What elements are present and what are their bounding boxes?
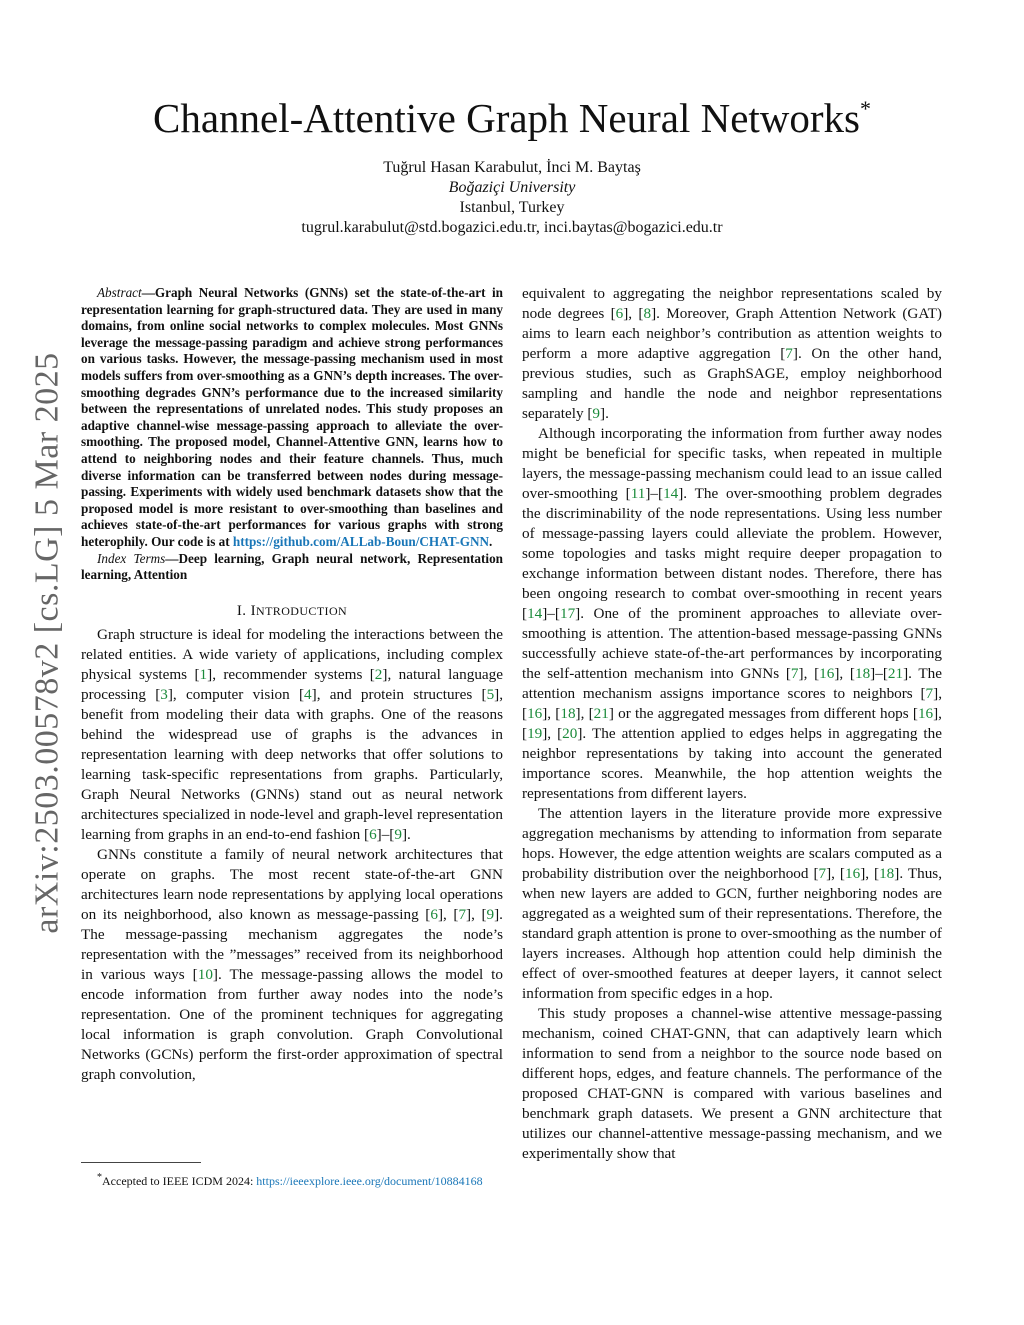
citation-link[interactable]: 6 bbox=[369, 825, 377, 843]
text-run: ]. On the other hand, previous studies, such as GraphSAGE, employ neighborhood sampling and handle the node and neighbor representations separately [ bbox=[522, 345, 942, 422]
citation-link[interactable]: 14 bbox=[663, 485, 679, 502]
citation-link[interactable]: 8 bbox=[643, 305, 652, 322]
citation-link[interactable]: 4 bbox=[304, 685, 312, 703]
text-run: This study proposes a channel-wise attentive message-passing mechanism, coined CHAT-GNN, that can adaptively learn which information to send from a neighbor to the source node based on different hops, edges, and feature channels. The performance of the proposed CHAT-GNN is compared with various baselines and benchmark graph datasets. We present a GNN architecture that utilizes our channel-attentive message-passing mechanism, and we experimentally show that bbox=[522, 1005, 942, 1162]
citation-link[interactable]: 2 bbox=[374, 665, 383, 683]
paragraph bbox=[522, 804, 942, 1004]
index-terms: Index Terms—Deep learning, Graph neural network, Representation learning, Attention bbox=[81, 550, 503, 583]
text-run: GNNs constitute a family of neural network architectures that operate on graphs. The most recent state-of-the-art GNN architectures learn node representations by applying local operations on its neighborhood, also known as message-passing [ bbox=[81, 845, 503, 923]
text-run: ]–[ bbox=[870, 665, 888, 682]
text-run: ]. The attention mechanism assigns importance scores to neighbors [ bbox=[522, 665, 942, 702]
code-link[interactable]: https://github.com/ALLab-Boun/CHAT-GNN bbox=[232, 533, 490, 549]
text-run: ], [ bbox=[834, 665, 855, 682]
text-run: ]. Thus, when new layers are added to GCN, further neighboring nodes are aggregated as a weighted sum of their representations. Therefore, the standard graph attention is prone to over-smoothing as the number of layers increases. Although hop attention could help diminish the effect of over-smoothed features at deeper layers, it cannot select information from specific edges in a hop. bbox=[522, 865, 942, 1002]
text-run: ]–[ bbox=[645, 485, 664, 502]
text-run: ]. bbox=[600, 405, 609, 422]
paragraph bbox=[522, 284, 942, 424]
citation-link[interactable]: 9 bbox=[486, 905, 495, 923]
citation-link[interactable]: 18 bbox=[560, 705, 576, 722]
citation-link[interactable]: 6 bbox=[430, 905, 438, 923]
author-emails: tugrul.karabulut@std.bogazici.edu.tr, inci.baytas@bogazici.edu.tr bbox=[301, 219, 723, 236]
text-run: ]–[ bbox=[542, 605, 560, 622]
section-heading-introduction: I. INTRODUCTION bbox=[236, 602, 348, 619]
title-footnote-mark: * bbox=[860, 96, 872, 121]
citation-link[interactable]: 21 bbox=[593, 705, 609, 722]
text-run: ]–[ bbox=[376, 825, 395, 843]
paragraph bbox=[522, 1004, 942, 1164]
citation-link[interactable]: 20 bbox=[562, 725, 578, 742]
abstract: Abstract—Graph Neural Networks (GNNs) set the state-of-the-art in representation learning for graph-structured data. They are used in many domains, from online social networks to complex molecules. Most GNNs leverage the message-passing paradigm and achieve strong performances on various tasks. However, the message-passing mechanism used in most models suffers from over-smoothing as a GNN’s depth increases. The over-smoothing degrades GNN’s performance due to the increased similarity between the representations of unrelated nodes. This study proposes an adaptive channel-wise message-passing approach to alleviate the over-smoothing. The proposed model, Channel-Attentive GNN, learns how to attend to neighboring nodes and their feature channels. Thus, much diverse information can be transferred between nodes during message-passing. Experiments with widely used benchmark datasets show that the proposed model is more resistant to over-smoothing than baselines and achieves state-of-the-art performances for various graphs with strong heterophily. Our code is at https://github.com/ALLab-Boun/CHAT-GNN. bbox=[81, 285, 503, 549]
text-run: Graph structure is ideal for modeling the interactions between the related entities. A wide variety of applications, including complex physical systems [ bbox=[81, 625, 503, 683]
right-column bbox=[522, 284, 942, 1164]
citation-link[interactable]: 16 bbox=[527, 705, 543, 722]
citation-link[interactable]: 7 bbox=[458, 905, 467, 923]
text-run: ], [ bbox=[798, 665, 820, 682]
author-block bbox=[0, 158, 1024, 238]
citation-link[interactable]: 7 bbox=[818, 865, 827, 882]
citation-link[interactable]: 7 bbox=[790, 665, 799, 682]
text-run: ]. bbox=[401, 825, 411, 843]
text-run: ], [ bbox=[542, 705, 561, 722]
affiliation: Boğaziçi University bbox=[448, 179, 576, 196]
text-run: ], [ bbox=[466, 905, 487, 923]
text-run: ], [ bbox=[522, 685, 942, 722]
author-names: Tuğrul Hasan Karabulut, İnci M. Baytaş bbox=[383, 159, 641, 176]
text-run: ], computer vision [ bbox=[167, 685, 305, 703]
citation-link[interactable]: 9 bbox=[394, 825, 402, 843]
location: Istanbul, Turkey bbox=[459, 199, 565, 216]
text-run: ]. The over-smoothing problem degrades the discriminability of the node representations. Using less number of message-passing layers could alleviate the problem. However, some topologies and tasks might require deeper propagation to exchange information between distant nodes. Therefore, there has been ongoing research to combat over-smoothing in recent years [ bbox=[522, 485, 942, 622]
citation-link[interactable]: 18 bbox=[854, 665, 871, 682]
text-run: ], recommender systems [ bbox=[207, 665, 375, 683]
citation-link[interactable]: 3 bbox=[160, 685, 168, 703]
text-run: ]. Moreover, Graph Attention Network (GAT) aims to learn each neighbor’s contribution as attention weights to perform a more adaptive aggregation [ bbox=[522, 305, 942, 362]
text-run: ], [ bbox=[522, 705, 942, 742]
text-run: ]. The message-passing mechanism aggregates the node’s representation with the ”messages” received from its neighborhood in various ways [ bbox=[81, 905, 503, 983]
citation-link[interactable]: 7 bbox=[925, 685, 934, 702]
footnote: *Accepted to IEEE ICDM 2024: https://ieeexplore.ieee.org/document/10884168 bbox=[97, 1172, 483, 1188]
citation-link[interactable]: 11 bbox=[630, 485, 646, 502]
citation-link[interactable]: 17 bbox=[559, 605, 576, 622]
citation-link[interactable]: 16 bbox=[917, 705, 934, 722]
citation-link[interactable]: 21 bbox=[887, 665, 904, 682]
text-run: ], and protein structures [ bbox=[311, 685, 487, 703]
citation-link[interactable]: 1 bbox=[199, 665, 208, 683]
text-run: ], [ bbox=[860, 865, 880, 882]
paragraph bbox=[81, 625, 503, 845]
text-run: ]. The attention applied to edges helps in aggregating the neighbor representations by taking into account the generated importance scores. Meanwhile, the hop attention weights the representations from different layers. bbox=[522, 725, 942, 802]
citation-link[interactable]: 14 bbox=[527, 605, 543, 622]
citation-link[interactable]: 16 bbox=[845, 865, 861, 882]
text-run: Although incorporating the information from further away nodes might be beneficial for specific tasks, when repeated in multiple layers, the message-passing mechanism could lead to an issue called over-smoothing [ bbox=[522, 425, 942, 502]
citation-link[interactable]: 7 bbox=[785, 345, 793, 362]
paragraph bbox=[522, 424, 942, 804]
paper-title: Channel-Attentive Graph Neural Networks* bbox=[152, 95, 872, 141]
text-run: equivalent to aggregating the neighbor representations scaled by node degrees [ bbox=[522, 285, 942, 322]
left-column bbox=[81, 285, 503, 1085]
text-run: ]. One of the prominent approaches to alleviate over-smoothing is attention. The attention-based message-passing GNNs successfully achieve state-of-the-art performances by incorporating the self-attention mechanism into GNNs [ bbox=[522, 605, 942, 682]
citation-link[interactable]: 10 bbox=[197, 965, 213, 983]
text-run: ], natural language processing [ bbox=[81, 665, 503, 703]
text-run: ], benefit from modeling their data with graphs. One of the reasons behind the widespread use of graphs is the advances in representation learning with deep networks that offer solutions to learning task-specific representations from graphs. Particularly, Graph Neural Networks (GNNs) stand out as neural network architectures specialized in node-level and graph-level representation learning from graphs in an end-to-end fashion [ bbox=[81, 685, 504, 843]
citation-link[interactable]: 16 bbox=[819, 665, 835, 682]
text-run: ], [ bbox=[437, 905, 459, 923]
text-run: ], [ bbox=[575, 705, 594, 722]
paragraph bbox=[81, 845, 503, 1085]
citation-link[interactable]: 9 bbox=[592, 405, 601, 422]
footnote-rule bbox=[81, 1162, 201, 1163]
text-run: ], [ bbox=[826, 865, 845, 882]
text-run: The attention layers in the literature provide more expressive aggregation mechanisms by attending to information from separate hops. However, the edge attention weights are scalars computed as a probability distribution over the neighborhood [ bbox=[522, 805, 942, 882]
footnote-link[interactable]: https://ieeexplore.ieee.org/document/10884168 bbox=[256, 1174, 483, 1188]
citation-link[interactable]: 19 bbox=[527, 725, 543, 742]
citation-link[interactable]: 6 bbox=[615, 305, 624, 322]
text-run: ], [ bbox=[542, 725, 563, 742]
text-run: ] or the aggregated messages from different hops [ bbox=[608, 705, 918, 722]
text-run: ]. The message-passing allows the model to encode information from further away nodes into the node’s representation. One of the prominent techniques for aggregating local information is graph convolution. Graph Convolutional Networks (GCNs) perform the first-order approximation of spectral graph convolution, bbox=[81, 965, 503, 1083]
arxiv-side-label: arXiv:2503.00578v2 [cs.LG] 5 Mar 2025 bbox=[29, 352, 67, 934]
citation-link[interactable]: 5 bbox=[486, 685, 495, 703]
text-run: ], [ bbox=[623, 305, 644, 322]
citation-link[interactable]: 18 bbox=[879, 865, 895, 882]
